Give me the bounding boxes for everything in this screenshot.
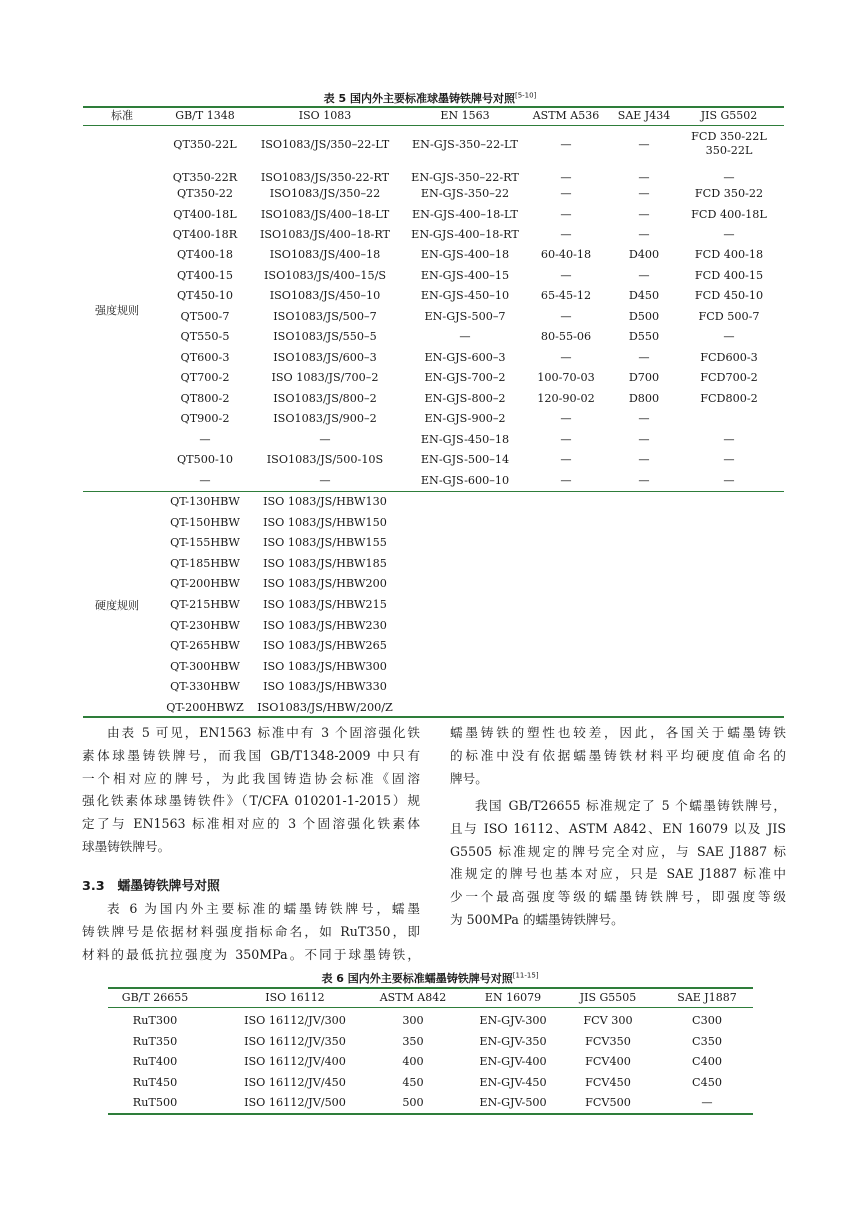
table6-cell: RuT500 <box>132 1096 178 1109</box>
table5-cell: — <box>638 433 650 446</box>
table5-cell: EN-GJS-400–18-RT <box>411 228 519 241</box>
group-label-hardness: 硬度规则 <box>95 599 139 612</box>
table5-cell: ISO1083/JS/400–15/S <box>263 269 387 282</box>
table6-header-cell: GB/T 26655 <box>121 991 189 1004</box>
table5-cell: QT400-18R <box>172 228 238 241</box>
table6-cell: RuT450 <box>132 1075 178 1089</box>
table5-cell: ISO 1083/JS/HBW215 <box>263 598 387 611</box>
table5-header-cell: 标准 <box>111 109 133 122</box>
table6-cell: 500 <box>402 1096 424 1109</box>
table5-header-cell: SAE J434 <box>617 109 671 122</box>
table5-cell: QT500-7 <box>180 310 230 323</box>
table5-cell: ISO 1083/JS/HBW330 <box>263 680 387 694</box>
text-line: G5505 标准规定的牌号完全对应，与 SAE J1887 标 <box>450 843 786 859</box>
table5-cell: — <box>723 433 735 446</box>
table5-cell: QT-200HBW <box>170 577 240 591</box>
table5-header-cell: ASTM A536 <box>532 109 600 122</box>
table5-cell: QT350-22R <box>172 171 238 184</box>
table5-cell: EN-GJS-700–2 <box>424 371 506 384</box>
table5-cell: ISO1083/JS/800–2 <box>273 392 377 405</box>
text-line: 蠕墨铸铁的塑性也较差，因此，各国关于蠕墨铸铁 <box>450 725 786 740</box>
table5-cell: 60-40-18 <box>540 248 592 261</box>
table5-cell: ISO 1083/JS/HBW150 <box>263 515 387 529</box>
table6-caption <box>0 970 860 986</box>
table5-cell: QT550-5 <box>180 330 230 343</box>
table5-cell: ISO1083/JS/900–2 <box>273 412 377 425</box>
table6-cell: ISO 16112/JV/450 <box>244 1075 346 1089</box>
table5-cell: 80-55-06 <box>540 330 592 343</box>
table5-bottom-rule <box>83 716 784 718</box>
table6-header-cell: EN 16079 <box>484 991 542 1004</box>
table5-cell: 120-90-02 <box>537 392 595 405</box>
table5-cell: ISO1083/JS/400–18 <box>269 248 381 261</box>
table5-cell: FCD700-2 <box>700 371 758 384</box>
table5-cell: FCD 350-22L 350-22L <box>691 130 767 157</box>
table5-cell: — <box>560 412 572 425</box>
table5-cell: — <box>560 474 572 487</box>
table5-header-rule <box>83 125 784 126</box>
table5-title: 表 5 国内外主要标准球墨铸铁牌号对照 <box>323 92 515 105</box>
table6-cell: RuT350 <box>132 1034 178 1048</box>
table5-cell: QT450-10 <box>176 289 233 302</box>
table5-cell: FCD800-2 <box>700 392 758 405</box>
table5-cell: D800 <box>628 392 660 405</box>
table5-cell: QT-200HBWZ <box>166 701 244 714</box>
table6-header-cell: ASTM A842 <box>379 991 447 1004</box>
table5-cell: QT-150HBW <box>170 515 240 529</box>
table5-cell: — <box>723 171 735 184</box>
table6-cell: EN-GJV-450 <box>479 1075 547 1089</box>
table5-cell: EN-GJS-350–22-LT <box>412 138 518 151</box>
table5-cell: ISO 1083/JS/HBW230 <box>263 618 387 632</box>
table5-cell: EN-GJS-450–10 <box>420 289 510 302</box>
table5-header-cell: EN 1563 <box>440 109 490 122</box>
table6-cell: EN-GJV-300 <box>479 1014 547 1027</box>
table6-cell: FCV500 <box>585 1096 631 1109</box>
table5-cell: QT-330HBW <box>170 680 240 694</box>
table5-cell: QT400-18 <box>176 248 233 261</box>
table6-header-cell: JIS G5505 <box>579 991 637 1004</box>
table5-cell: — <box>199 474 211 487</box>
table5-cell: — <box>199 433 211 446</box>
table5-cell: — <box>560 208 572 221</box>
table5-cell: EN-GJS-350–22-RT <box>411 171 519 184</box>
text-line: 我国 GB/T26655 标准规定了 5 个蠕墨铸铁牌号， <box>475 798 786 813</box>
text-line: 的标准中没有依据蠕墨铸铁材料平均硬度值命名的 <box>450 747 786 763</box>
table5-cell: FCD 400-18 <box>694 248 764 261</box>
table5-cell: 65-45-12 <box>540 289 592 302</box>
table5-cell: QT900-2 <box>180 412 230 425</box>
table6-cell: EN-GJV-500 <box>479 1096 547 1109</box>
table5-cell: — <box>319 474 331 487</box>
table5-cell: D400 <box>628 248 660 261</box>
table5-cell: D450 <box>628 289 660 302</box>
table5-cell: D500 <box>628 310 660 323</box>
table6-header-cell: SAE J1887 <box>677 991 737 1004</box>
table5-cell: QT500-10 <box>176 453 233 466</box>
table5-cell: EN-GJS-400–18-LT <box>412 208 518 221</box>
table6-header-cell: ISO 16112 <box>265 991 325 1004</box>
table5-header-cell: ISO 1083 <box>298 109 352 122</box>
table6-cell: 350 <box>402 1034 424 1048</box>
table5-cell: — <box>638 228 650 241</box>
table6-cell: C450 <box>692 1075 722 1089</box>
table5-group-rule <box>83 491 784 492</box>
table5-cell: QT-130HBW <box>170 495 240 508</box>
table5-cell: — <box>638 187 650 200</box>
table5-cell: QT350-22L <box>173 138 237 151</box>
table5-ref: [5-10] <box>514 91 537 100</box>
table6-cell: C300 <box>692 1014 722 1027</box>
table5-header-cell: JIS G5502 <box>700 109 758 122</box>
table5-cell: ISO1083/JS/500–7 <box>273 310 377 323</box>
section-heading: 3.3 蠕墨铸铁牌号对照 <box>82 879 220 894</box>
table6-cell: RuT300 <box>132 1014 178 1027</box>
text-line: 牌号。 <box>450 770 488 786</box>
table5-cell: — <box>560 269 572 282</box>
table6-header-rule <box>108 1007 753 1008</box>
text-line: 表 6 为国内外主要标准的蠕墨铸铁牌号，蠕墨 <box>107 901 420 916</box>
table5-cell: ISO 1083/JS/HBW200 <box>263 577 387 591</box>
text-line: 素体球墨铸铁牌号，而我国 GB/T1348-2009 中只有 <box>82 747 420 763</box>
table5-cell: — <box>638 474 650 487</box>
text-line: 强化铁素体球墨铸铁件》（T/CFA 010201-1-2015）规 <box>82 793 420 809</box>
table6-cell: ISO 16112/JV/400 <box>244 1055 346 1068</box>
table5-cell: D700 <box>628 371 660 384</box>
table5-cell: — <box>723 453 735 466</box>
table5-cell: ISO 1083/JS/HBW265 <box>263 639 387 653</box>
table6-cell: 300 <box>402 1014 424 1027</box>
table5-cell: QT600-3 <box>180 351 230 364</box>
table5-cell: QT-230HBW <box>170 618 240 632</box>
table5-cell: QT700-2 <box>180 371 230 384</box>
table5-cell: — <box>638 171 650 184</box>
table5-cell: — <box>723 228 735 241</box>
table5-cell: EN-GJS-400–15 <box>420 269 510 282</box>
table5-cell: — <box>560 138 572 151</box>
group-label-strength: 强度规则 <box>95 304 139 317</box>
table5-cell: FCD 450-10 <box>694 289 764 302</box>
table5-cell: — <box>638 208 650 221</box>
table5-cell: 100-70-03 <box>537 371 595 384</box>
table5-cell: EN-GJS-450–18 <box>420 433 510 446</box>
table5-cell: QT400-18L <box>173 208 237 221</box>
table5-cell: EN-GJS-600–3 <box>424 351 506 364</box>
table5-cell: — <box>723 330 735 343</box>
text-line: 由表 5 可见，EN1563 标准中有 3 个固溶强化铁 <box>107 725 420 740</box>
table5-cell: QT-185HBW <box>170 556 240 570</box>
text-line: 球墨铸铁牌号。 <box>82 839 171 854</box>
table5-cell: EN-GJS-900–2 <box>424 412 506 425</box>
table5-cell: — <box>560 453 572 466</box>
text-line: 少一个最高强度等级的蠕墨铸铁牌号，即强度等级 <box>450 889 786 905</box>
table6-cell: C400 <box>692 1055 722 1068</box>
table5-cell: ISO1083/JS/HBW/200/Z <box>257 701 393 714</box>
table6-cell: ISO 16112/JV/350 <box>244 1034 346 1048</box>
table6-cell: ISO 16112/JV/300 <box>244 1014 346 1027</box>
table5-cell: EN-GJS-500–7 <box>424 310 506 323</box>
table5-top-rule <box>83 106 784 108</box>
text-line: 为 500MPa 的蠕墨铸铁牌号。 <box>450 912 624 927</box>
table5-cell: ISO 1083/JS/HBW300 <box>263 659 387 673</box>
text-line: 一个相对应的牌号，为此我国铸造协会标准《固溶 <box>82 770 420 786</box>
table5-caption <box>0 90 860 106</box>
table5-cell: ISO1083/JS/550–5 <box>273 330 377 343</box>
table5-cell: ISO1083/JS/350–22 <box>269 187 381 200</box>
table5-cell: — <box>560 171 572 184</box>
table5-cell: EN-GJS-800–2 <box>424 392 506 405</box>
table5-cell: — <box>459 330 471 343</box>
table5-cell: FCD 400-15 <box>694 269 764 282</box>
table6-top-rule <box>108 987 753 989</box>
table5-cell: ISO1083/JS/500-10S <box>266 453 384 466</box>
table5-cell: ISO 1083/JS/HBW130 <box>263 495 387 508</box>
table5-cell: EN-GJS-350–22 <box>420 187 510 200</box>
table5-cell: — <box>319 433 331 446</box>
table5-cell: ISO 1083/JS/HBW155 <box>263 536 387 550</box>
table6-bottom-rule <box>108 1113 753 1115</box>
table5-cell: ISO1083/JS/400–18-RT <box>259 228 391 241</box>
table6-cell: 450 <box>402 1075 424 1089</box>
table5-cell: ISO1083/JS/600–3 <box>273 351 377 364</box>
table5-cell: D550 <box>628 330 660 343</box>
table5-cell: — <box>638 269 650 282</box>
table6-cell: C350 <box>692 1034 722 1048</box>
table5-cell: — <box>560 433 572 446</box>
table5-header-cell: GB/T 1348 <box>175 109 235 122</box>
table6-title: 表 6 国内外主要标准蠕墨铸铁牌号对照 <box>321 972 513 985</box>
table5-cell: — <box>560 187 572 200</box>
text-line: 且与 ISO 16112、ASTM A842、EN 16079 以及 JIS <box>450 820 786 836</box>
table6-cell: FCV450 <box>585 1075 631 1089</box>
table5-cell: ISO1083/JS/400–18-LT <box>260 208 390 221</box>
table6-cell: ISO 16112/JV/500 <box>244 1096 346 1109</box>
table5-cell: EN-GJS-400–18 <box>420 248 510 261</box>
table5-cell: — <box>560 351 572 364</box>
table5-cell: FCD 500-7 <box>698 310 760 323</box>
table5-cell: FCD600-3 <box>700 351 758 364</box>
table5-cell: QT-265HBW <box>170 639 240 653</box>
table5-cell: — <box>638 138 650 151</box>
table5-cell: FCD 400-18L <box>691 208 767 221</box>
table5-cell: ISO1083/JS/350-22-RT <box>260 171 390 184</box>
table6-cell: RuT400 <box>132 1055 178 1068</box>
table5-cell: QT-300HBW <box>170 659 240 673</box>
table5-cell: ISO 1083/JS/700–2 <box>271 371 379 384</box>
table6-cell: FCV350 <box>585 1034 631 1048</box>
table5-cell: QT400-15 <box>176 269 233 282</box>
table5-cell: QT-215HBW <box>170 598 240 611</box>
table6-cell: EN-GJV-350 <box>479 1034 547 1048</box>
table6-cell: FCV 300 <box>583 1014 633 1027</box>
table5-cell: — <box>638 351 650 364</box>
table5-cell: EN-GJS-500–14 <box>420 453 510 466</box>
table5-cell: FCD 350-22 <box>694 187 764 200</box>
table6-cell: 400 <box>402 1055 424 1068</box>
table5-cell: ISO1083/JS/450–10 <box>269 289 381 302</box>
table5-cell: — <box>560 310 572 323</box>
table6-cell: — <box>701 1096 713 1109</box>
text-line: 定了与 EN1563 标准相对应的 3 个固溶强化铁素体 <box>82 816 420 832</box>
table5-cell: — <box>638 412 650 425</box>
table5-cell: QT350-22 <box>176 187 233 200</box>
table5-cell: — <box>638 453 650 466</box>
table6-cell: FCV400 <box>585 1055 631 1068</box>
text-line: 铸铁牌号是依据材料强度指标命名，如 RuT350，即 <box>82 923 420 939</box>
text-line: 材料的最低抗拉强度为 350MPa。不同于球墨铸铁， <box>82 946 420 962</box>
table5-cell: ISO 1083/JS/HBW185 <box>263 556 387 570</box>
table5-cell: QT800-2 <box>180 392 230 405</box>
text-line: 准规定的牌号也基本对应，只是 SAE J1887 标准中 <box>450 866 786 882</box>
table5-cell: — <box>560 228 572 241</box>
table5-cell: EN-GJS-600–10 <box>420 474 510 487</box>
table6-ref: [11-15] <box>512 971 539 980</box>
table5-cell: QT-155HBW <box>170 536 240 550</box>
table5-cell: — <box>723 474 735 487</box>
table5-cell: ISO1083/JS/350–22-LT <box>260 138 390 151</box>
table6-cell: EN-GJV-400 <box>479 1055 547 1068</box>
